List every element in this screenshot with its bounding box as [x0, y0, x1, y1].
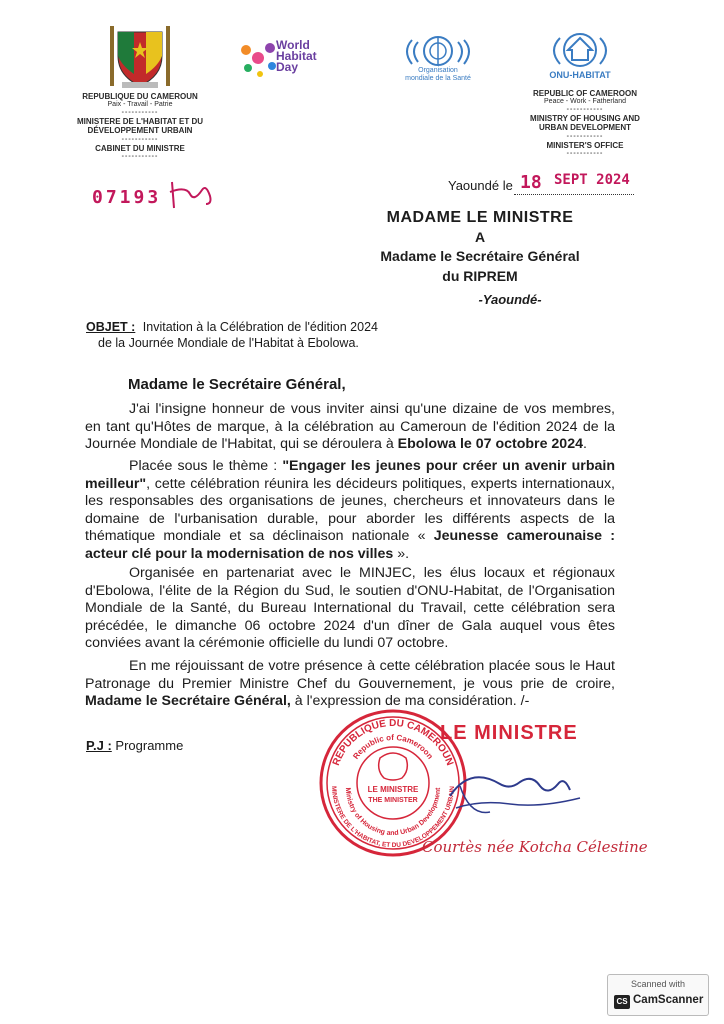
paragraph-2 [85, 458, 615, 563]
camscanner-brand: CamScanner [633, 994, 704, 1006]
header-right-divider-2: ----------- [566, 132, 604, 140]
seal-text-bottom-fr: MINISTERE DE L'HABITAT, ET DU DEVELOPPEMENT URBAIN [329, 785, 457, 850]
camscanner-icon-label: CS [616, 997, 628, 1006]
paragraph-2-end: ». [393, 545, 410, 562]
header-left-ministry-1: MINISTERE DE L'HABITAT ET DU [76, 117, 204, 127]
salutation: Madame le Secrétaire Général, [128, 376, 346, 393]
who-name-1: Organisation [418, 67, 458, 74]
whd-word-3: Day [276, 60, 299, 74]
camscanner-icon [614, 995, 630, 1009]
date-month-year: SEPT 2024 [554, 172, 630, 188]
paragraph-1-end: . [582, 436, 587, 452]
paragraph-1-text: J'ai l'insigne honneur de vous inviter ainsi qu'une dizaine de vos membres, en tant qu'Hôtes de marque, à la célébration au Cameroun de l'édition 2024 de la Journée Mondiale de l'Habitat, qui se déroulera à [85, 401, 615, 452]
header-right-office: MINISTER'S OFFICE [546, 140, 624, 150]
recipient-city: -Yaoundé- [478, 292, 542, 307]
header-left-office: CABINET DU MINISTRE [95, 143, 185, 153]
un-habitat-label: ONU-HABITAT [549, 70, 611, 80]
whd-word-1: World [276, 38, 310, 52]
seal-center-en: THE MINISTER [368, 797, 418, 804]
header-right [485, 89, 685, 158]
paragraph-2-intro: Placée sous le thème : [129, 458, 283, 474]
date-underline [514, 194, 634, 195]
header-right-country: REPUBLIC OF CAMEROON [533, 89, 637, 98]
header-left-divider-3: ----------- [121, 152, 159, 160]
seal-text-top-en: Republic of Cameroon [351, 733, 435, 761]
camscanner-caption: Scanned with [630, 979, 686, 989]
paragraph-4-end: à l'expression de ma considération. /- [290, 693, 530, 709]
paragraph-4 [85, 658, 615, 711]
subject-line-1: Invitation à la Célébration de l'édition 2024 [142, 320, 378, 334]
header-right-ministry-2: URBAN DEVELOPMENT [538, 123, 631, 133]
place-date [448, 172, 648, 196]
header-right-motto: Peace - Work - Fatherland [544, 98, 626, 106]
signatory-name: Courtès née Kotcha Célestine [422, 838, 648, 856]
seal-center-fr: LE MINISTRE [367, 785, 419, 794]
place-label: Yaoundé le [448, 178, 513, 193]
recipient-block [320, 208, 640, 314]
paragraph-1 [85, 401, 615, 454]
paragraph-1-event-date: Ebolowa le 07 octobre 2024 [397, 436, 583, 452]
date-day: 18 [520, 172, 542, 193]
paragraph-2-theme: "Engager les jeunes pour créer un avenir urbain meilleur" [85, 458, 615, 492]
who-logo [388, 34, 488, 84]
attachment-value: Programme [115, 738, 184, 753]
subject-label: OBJET : [86, 320, 136, 334]
camscanner-watermark [607, 974, 709, 1016]
subject-block [86, 319, 446, 351]
recipient-minister: MADAME LE MINISTRE [386, 209, 574, 226]
whd-word-2: Habitat [276, 49, 317, 63]
cameroon-coat-of-arms-logo [104, 26, 176, 90]
paragraph-4-text: En me réjouissant de votre présence à cette célébration placée sous le Haut Patronage du Premier Ministre Chef du Gouvernement, je vous prie de croire, [85, 658, 615, 692]
attachment-label: P.J : [86, 738, 112, 753]
header-left-ministry-2: DÉVELOPPEMENT URBAIN [87, 126, 193, 136]
header-left [40, 92, 240, 161]
world-habitat-day-logo [236, 36, 346, 86]
paragraph-2-national-theme: Jeunesse camerounaise : acteur clé pour la modernisation de nos villes [85, 528, 615, 562]
header-left-motto: Paix - Travail - Patrie [107, 101, 173, 109]
header-right-ministry-1: MINISTRY OF HOUSING AND [530, 114, 640, 124]
reference-number: 07193 [92, 187, 162, 208]
header-left-divider-2: ----------- [121, 135, 159, 143]
signature-title: LE MINISTRE [440, 722, 578, 744]
un-habitat-logo [530, 32, 630, 84]
paragraph-4-addressee: Madame le Secrétaire Général, [85, 693, 291, 709]
recipient-org: du RIPREM [442, 268, 518, 284]
attachment-line [86, 738, 183, 753]
header-right-divider: ----------- [566, 106, 604, 114]
header-right-divider-3: ----------- [566, 149, 604, 157]
paragraph-2-text: , cette célébration réunira les décideurs politiques, experts internationaux, les responsables des organisations de jeunes, chercheurs et innovateurs dans le domaine de l'urbanisation durable, pour aborder les différents aspects de la thématique mondiale et sa déclinaison nationale « [85, 475, 615, 544]
reference-initials-scribble [168, 180, 214, 210]
subject-line-2: de la Journée Mondiale de l'Habitat à Ebolowa. [98, 336, 359, 350]
who-name-2: mondiale de la Santé [405, 75, 471, 82]
header-left-country: REPUBLIQUE DU CAMEROUN [82, 92, 198, 101]
seal-text-bottom-en: Ministry of Housing and Urban Development [343, 787, 443, 838]
recipient-to: A [474, 229, 486, 245]
paragraph-3 [85, 565, 615, 653]
recipient-title: Madame le Secrétaire Général [380, 248, 580, 264]
paragraph-3-text: Organisée en partenariat avec le MINJEC, les élus locaux et régionaux d'Ebolowa, l'élite de la Région du Sud, le soutien d'ONU-Habitat, de l'Organisation Mondiale de la Santé, du Bureau International du Travail, cette célébration sera précédée, le dimanche 06 octobre 2024 d'un dîner de Gala auquel vous êtes conviées avant la cérémonie officielle du lundi 07 octobre. [85, 565, 615, 651]
seal-text-top: REPUBLIQUE DU CAMEROUN [330, 717, 456, 768]
handwritten-signature [440, 756, 590, 826]
header-left-divider: ----------- [121, 109, 159, 117]
